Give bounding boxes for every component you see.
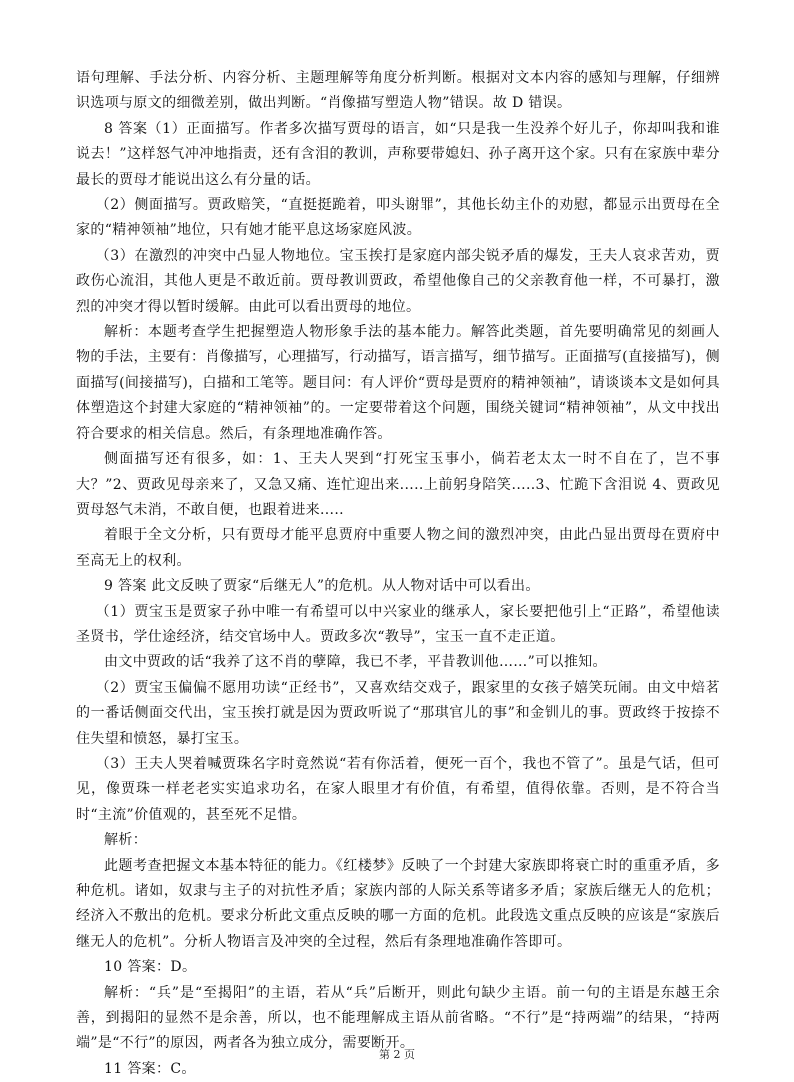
page-number: 第 2 页	[379, 1048, 415, 1061]
answer-10-heading: 10 答案：D。	[104, 959, 197, 976]
answer-8-summary: 着眼于全文分析，只有贾母才能平息贾府中重要人物之间的激烈冲突，由此凸显出贾母在贾府中至高无上的权利。	[76, 527, 720, 569]
answer-9-point-2: （2）贾宝玉偏偏不愿用功读“正经书”，又喜欢结交戏子，跟家里的女孩子嬉笑玩闹。由文中焙茗的一番话侧面交代出，宝玉挨打就是因为贾政听说了“那琪官儿的事”和金钏儿的事。贾政终于按捺不住失望和愤怒，暴打宝玉。	[76, 679, 720, 747]
answer-8-point-2: （2）侧面描写。贾政赔笑，“直挺挺跪着，叩头谢罪”，其他长幼主仆的劝慰，都显示出贾母在全家的“精神领袖”地位，只有她才能平息这场家庭风波。	[76, 197, 720, 239]
paragraph-continued-analysis: 语句理解、手法分析、内容分析、主题理解等角度分析判断。根据对文本内容的感知与理解，仔细辨识选项与原文的细微差别，做出判断。“肖像描写塑造人物”错误。故 D 错误。	[76, 70, 720, 112]
answer-8-side-description: 侧面描写还有很多，如：1、王夫人哭到“打死宝玉事小，倘若老太太一时不自在了，岂不事大？”2、贾政见母亲来了，又急又痛、连忙迎出来.....上前躬身陪笑.....3、忙跪下含泪说 4、贾政见贾母怒气未消，不敢自便，也跟着进来.....	[76, 451, 720, 518]
answer-8-heading: 8 答案（1）正面描写。作者多次描写贾母的语言，如“只是我一生没养个好儿子，你却叫我和谁说去！”这样怒气冲冲地指责，还有含泪的教训，声称要带媳妇、孙子离开这个家。只有在家族中辈分最长的贾母才能说出这么有分量的话。	[76, 120, 720, 188]
answer-8-point-3: （3）在激烈的冲突中凸显人物地位。宝玉挨打是家庭内部尖锐矛盾的爆发，王夫人哀求苦劝，贾政伤心流泪，其他人更是不敢近前。贾母教训贾政，希望他像自己的父亲教育他一样，不可暴打，激烈的冲突才得以暂时缓解。由此可以看出贾母的地位。	[76, 247, 720, 315]
answer-8-analysis: 解析：本题考查学生把握塑造人物形象手法的基本能力。解答此类题，首先要明确常见的刻画人物的手法，主要有：肖像描写，心理描写，行动描写，语言描写，细节描写。正面描写(直接描写)，侧面描写(间接描写)，白描和工笔等。题目问：有人评价“贾母是贾府的精神领袖”，请谈谈本文是如何具体塑造这个封建大家庭的“精神领袖”的。一定要带着这个问题，围绕关键词“精神领袖”，从文中找出符合要求的相关信息。然后，有条理地准确作答。	[76, 324, 720, 442]
answer-9-point-3: （3）王夫人哭着喊贾珠名字时竟然说“若有你活着，便死一百个，我也不管了”。虽是气话，但可见，像贾珠一样老老实实追求功名，在家人眼里才有价值，有希望，值得依靠。否则，是不符合当时“主流”价值观的，甚至死不足惜。	[76, 755, 720, 823]
answer-document	[76, 66, 720, 1082]
answer-9-analysis-label: 解析：	[104, 832, 148, 849]
answer-9-analysis: 此题考查把握文本基本特征的能力。《红楼梦》反映了一个封建大家族即将衰亡时的重重矛盾，多种危机。诸如，奴隶与主子的对抗性矛盾；家族内部的人际关系等诸多矛盾；家族后继无人的危机；经济入不敷出的危机。要求分析此文重点反映的哪一方面的危机。此段选文重点反映的应该是“家族后继无人的危机”。分析人物语言及冲突的全过程，然后有条理地准确作答即可。	[76, 857, 720, 950]
answer-9-point-1: （1）贾宝玉是贾家子孙中唯一有希望可以中兴家业的继承人，家长要把他引上“正路”，希望他读圣贤书，学仕途经济，结交官场中人。贾政多次“教导”，宝玉一直不走正道。	[76, 603, 720, 645]
answer-9-inference: 由文中贾政的话“我养了这不肖的孽障，我已不孝，平昔教训他……”可以推知。	[104, 654, 607, 671]
answer-9-heading: 9 答案 此文反映了贾家“后继无人”的危机。从人物对话中可以看出。	[104, 578, 540, 595]
answer-11-heading: 11 答案：C。	[104, 1060, 196, 1077]
answer-10-analysis: 解析：“兵”是“至揭阳”的主语，若从“兵”后断开，则此句缺少主语。前一句的主语是东越王余善，到揭阳的显然不是余善，所以，也不能理解成主语从前省略。“不行”是“持两端”的结果，“持两端”是“不行”的原因，两者各为独立成分，需要断开。	[76, 984, 720, 1052]
